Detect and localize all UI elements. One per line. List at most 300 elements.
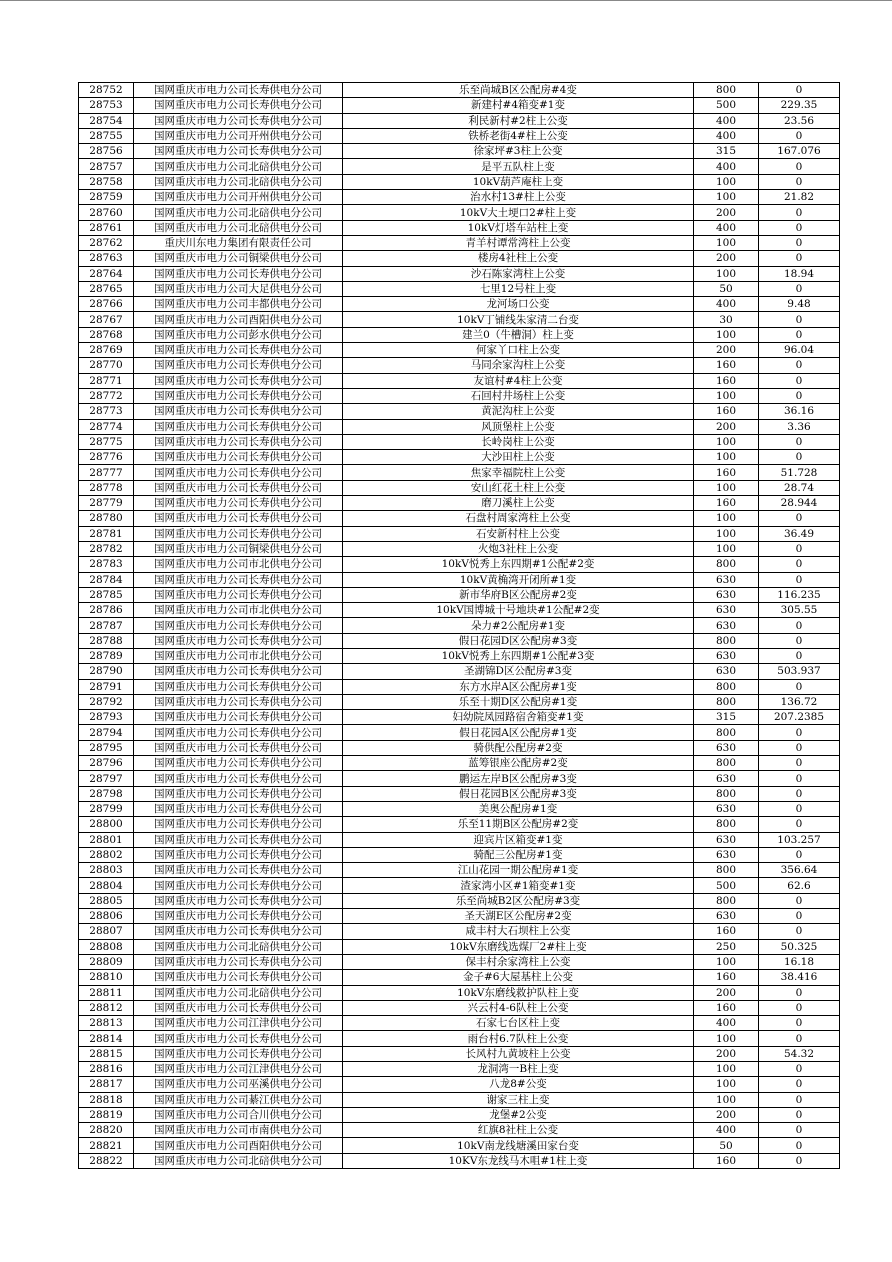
value-cell: 50.325 xyxy=(759,939,840,954)
row-id-cell: 28809 xyxy=(79,954,134,969)
capacity-cell: 200 xyxy=(694,419,759,434)
row-id-cell: 28756 xyxy=(79,144,134,159)
transformer-name-cell: 乐至尚城B2区公配房#3变 xyxy=(343,893,694,908)
value-cell: 36.16 xyxy=(759,404,840,419)
row-id-cell: 28800 xyxy=(79,817,134,832)
row-id-cell: 28762 xyxy=(79,235,134,250)
row-id-cell: 28780 xyxy=(79,511,134,526)
table-row xyxy=(79,863,840,878)
transformer-name-cell: 风顶堡柱上公变 xyxy=(343,419,694,434)
company-cell: 国网重庆市电力公司长寿供电分公司 xyxy=(134,343,343,358)
row-id-cell: 28810 xyxy=(79,970,134,985)
row-id-cell: 28754 xyxy=(79,113,134,128)
row-id-cell: 28821 xyxy=(79,1138,134,1153)
company-cell: 国网重庆市电力公司长寿供电分公司 xyxy=(134,144,343,159)
value-cell: 0 xyxy=(759,235,840,250)
transformer-name-cell: 治水村13#柱上公变 xyxy=(343,190,694,205)
row-id-cell: 28802 xyxy=(79,847,134,862)
row-id-cell: 28772 xyxy=(79,388,134,403)
company-cell: 国网重庆市电力公司长寿供电分公司 xyxy=(134,633,343,648)
company-cell: 国网重庆市电力公司长寿供电分公司 xyxy=(134,373,343,388)
value-cell: 0 xyxy=(759,541,840,556)
capacity-cell: 160 xyxy=(694,404,759,419)
row-id-cell: 28815 xyxy=(79,1046,134,1061)
row-id-cell: 28778 xyxy=(79,480,134,495)
capacity-cell: 630 xyxy=(694,771,759,786)
row-id-cell: 28822 xyxy=(79,1153,134,1168)
company-cell: 国网重庆市电力公司长寿供电分公司 xyxy=(134,863,343,878)
row-id-cell: 28818 xyxy=(79,1092,134,1107)
transformer-name-cell: 10kV国博城十号地块#1公配#2变 xyxy=(343,603,694,618)
value-cell: 3.36 xyxy=(759,419,840,434)
company-cell: 国网重庆市电力公司长寿供电分公司 xyxy=(134,893,343,908)
row-id-cell: 28784 xyxy=(79,572,134,587)
transformer-name-cell: 骑配三公配房#1变 xyxy=(343,847,694,862)
company-cell: 国网重庆市电力公司长寿供电分公司 xyxy=(134,771,343,786)
table-row xyxy=(79,587,840,602)
transformer-name-cell: 新建村#4箱变#1变 xyxy=(343,98,694,113)
row-id-cell: 28752 xyxy=(79,83,134,98)
capacity-cell: 100 xyxy=(694,480,759,495)
capacity-cell: 100 xyxy=(694,1062,759,1077)
company-cell: 国网重庆市电力公司开州供电分公司 xyxy=(134,190,343,205)
table-row xyxy=(79,220,840,235)
company-cell: 国网重庆市电力公司长寿供电分公司 xyxy=(134,83,343,98)
company-cell: 国网重庆市电力公司长寿供电分公司 xyxy=(134,1000,343,1015)
transformer-name-cell: 大沙田柱上公变 xyxy=(343,450,694,465)
table-row xyxy=(79,205,840,220)
capacity-cell: 630 xyxy=(694,909,759,924)
row-id-cell: 28816 xyxy=(79,1062,134,1077)
transformer-name-cell: 乐至十期D区公配房#1变 xyxy=(343,694,694,709)
capacity-cell: 160 xyxy=(694,358,759,373)
company-cell: 国网重庆市电力公司长寿供电分公司 xyxy=(134,970,343,985)
capacity-cell: 200 xyxy=(694,343,759,358)
table-row xyxy=(79,465,840,480)
row-id-cell: 28795 xyxy=(79,740,134,755)
company-cell: 国网重庆市电力公司长寿供电分公司 xyxy=(134,878,343,893)
transformer-name-cell: 利民新村#2柱上公变 xyxy=(343,113,694,128)
table-row xyxy=(79,1031,840,1046)
row-id-cell: 28768 xyxy=(79,327,134,342)
capacity-cell: 800 xyxy=(694,725,759,740)
transformer-name-cell: 假日花园D区公配房#3变 xyxy=(343,633,694,648)
table-row xyxy=(79,725,840,740)
row-id-cell: 28776 xyxy=(79,450,134,465)
table-row xyxy=(79,450,840,465)
transformer-name-cell: 青羊村谭常湾柱上公变 xyxy=(343,235,694,250)
value-cell: 0 xyxy=(759,281,840,296)
capacity-cell: 200 xyxy=(694,985,759,1000)
company-cell: 国网重庆市电力公司江津供电分公司 xyxy=(134,1062,343,1077)
value-cell: 0 xyxy=(759,801,840,816)
table-row xyxy=(79,526,840,541)
table-row xyxy=(79,251,840,266)
company-cell: 国网重庆市电力公司北碚供电分公司 xyxy=(134,159,343,174)
row-id-cell: 28785 xyxy=(79,587,134,602)
row-id-cell: 28769 xyxy=(79,343,134,358)
table-row xyxy=(79,1123,840,1138)
table-row xyxy=(79,985,840,1000)
transformer-name-cell: 圣湖锦D区公配房#3变 xyxy=(343,664,694,679)
table-row xyxy=(79,98,840,113)
capacity-cell: 200 xyxy=(694,251,759,266)
table-row xyxy=(79,312,840,327)
row-id-cell: 28771 xyxy=(79,373,134,388)
row-id-cell: 28777 xyxy=(79,465,134,480)
row-id-cell: 28806 xyxy=(79,909,134,924)
transformer-name-cell: 沙石陈家湾柱上公变 xyxy=(343,266,694,281)
transformer-name-cell: 10kV南龙线塘溪田家台变 xyxy=(343,1138,694,1153)
row-id-cell: 28767 xyxy=(79,312,134,327)
row-id-cell: 28796 xyxy=(79,756,134,771)
value-cell: 0 xyxy=(759,128,840,143)
row-id-cell: 28788 xyxy=(79,633,134,648)
table-row xyxy=(79,694,840,709)
company-cell: 国网重庆市电力公司长寿供电分公司 xyxy=(134,465,343,480)
capacity-cell: 400 xyxy=(694,128,759,143)
capacity-cell: 800 xyxy=(694,817,759,832)
row-id-cell: 28814 xyxy=(79,1031,134,1046)
company-cell: 国网重庆市电力公司长寿供电分公司 xyxy=(134,847,343,862)
value-cell: 0 xyxy=(759,557,840,572)
capacity-cell: 800 xyxy=(694,756,759,771)
value-cell: 229.35 xyxy=(759,98,840,113)
value-cell: 0 xyxy=(759,1016,840,1031)
capacity-cell: 200 xyxy=(694,1107,759,1122)
company-cell: 国网重庆市电力公司长寿供电分公司 xyxy=(134,801,343,816)
row-id-cell: 28759 xyxy=(79,190,134,205)
capacity-cell: 160 xyxy=(694,496,759,511)
capacity-cell: 630 xyxy=(694,648,759,663)
transformer-name-cell: 乐至11期B区公配房#2变 xyxy=(343,817,694,832)
capacity-cell: 160 xyxy=(694,1153,759,1168)
row-id-cell: 28789 xyxy=(79,648,134,663)
transformer-name-cell: 10kV悦秀上东四期#1公配#3变 xyxy=(343,648,694,663)
company-cell: 国网重庆市电力公司长寿供电分公司 xyxy=(134,450,343,465)
table-row xyxy=(79,327,840,342)
capacity-cell: 400 xyxy=(694,297,759,312)
company-cell: 国网重庆市电力公司长寿供电分公司 xyxy=(134,496,343,511)
table-row xyxy=(79,235,840,250)
company-cell: 国网重庆市电力公司长寿供电分公司 xyxy=(134,756,343,771)
table-row xyxy=(79,358,840,373)
value-cell: 0 xyxy=(759,1077,840,1092)
transformer-name-cell: 10kV葫芦庵柱上变 xyxy=(343,174,694,189)
table-row xyxy=(79,373,840,388)
capacity-cell: 100 xyxy=(694,235,759,250)
table-row xyxy=(79,603,840,618)
table-row xyxy=(79,113,840,128)
value-cell: 96.04 xyxy=(759,343,840,358)
table-row xyxy=(79,939,840,954)
company-cell: 国网重庆市电力公司铜梁供电分公司 xyxy=(134,251,343,266)
company-cell: 国网重庆市电力公司市北供电分公司 xyxy=(134,648,343,663)
company-cell: 国网重庆市电力公司长寿供电分公司 xyxy=(134,388,343,403)
value-cell: 0 xyxy=(759,1092,840,1107)
row-id-cell: 28760 xyxy=(79,205,134,220)
value-cell: 0 xyxy=(759,174,840,189)
transformer-name-cell: 铁桥老街4#柱上公变 xyxy=(343,128,694,143)
row-id-cell: 28782 xyxy=(79,541,134,556)
table-row xyxy=(79,893,840,908)
capacity-cell: 100 xyxy=(694,327,759,342)
capacity-cell: 160 xyxy=(694,465,759,480)
value-cell: 0 xyxy=(759,388,840,403)
capacity-cell: 800 xyxy=(694,679,759,694)
table-row xyxy=(79,909,840,924)
capacity-cell: 315 xyxy=(694,710,759,725)
table-row xyxy=(79,801,840,816)
row-id-cell: 28801 xyxy=(79,832,134,847)
row-id-cell: 28787 xyxy=(79,618,134,633)
value-cell: 54.32 xyxy=(759,1046,840,1061)
row-id-cell: 28765 xyxy=(79,281,134,296)
company-cell: 国网重庆市电力公司长寿供电分公司 xyxy=(134,694,343,709)
company-cell: 国网重庆市电力公司北碚供电分公司 xyxy=(134,1153,343,1168)
transformer-name-cell: 咸丰村大石坝柱上公变 xyxy=(343,924,694,939)
transformer-name-cell: 红旗8社柱上公变 xyxy=(343,1123,694,1138)
capacity-cell: 100 xyxy=(694,266,759,281)
capacity-cell: 800 xyxy=(694,863,759,878)
capacity-cell: 800 xyxy=(694,633,759,648)
row-id-cell: 28813 xyxy=(79,1016,134,1031)
transformer-name-cell: 雨台村6.7队柱上公变 xyxy=(343,1031,694,1046)
capacity-cell: 160 xyxy=(694,373,759,388)
company-cell: 国网重庆市电力公司铜梁供电分公司 xyxy=(134,541,343,556)
transformer-name-cell: 10kV灯塔车站柱上变 xyxy=(343,220,694,235)
table-row xyxy=(79,297,840,312)
transformer-name-cell: 圣天湖E区公配房#2变 xyxy=(343,909,694,924)
value-cell: 0 xyxy=(759,679,840,694)
transformer-name-cell: 徐家坪#3柱上公变 xyxy=(343,144,694,159)
value-cell: 51.728 xyxy=(759,465,840,480)
row-id-cell: 28798 xyxy=(79,786,134,801)
transformer-name-cell: 鹏运左岸B区公配房#3变 xyxy=(343,771,694,786)
table-row xyxy=(79,159,840,174)
value-cell: 0 xyxy=(759,648,840,663)
capacity-cell: 630 xyxy=(694,740,759,755)
value-cell: 0 xyxy=(759,893,840,908)
capacity-cell: 800 xyxy=(694,83,759,98)
row-id-cell: 28793 xyxy=(79,710,134,725)
table-row xyxy=(79,954,840,969)
transformer-name-cell: 妇幼院凤园路宿舍箱变#1变 xyxy=(343,710,694,725)
value-cell: 0 xyxy=(759,771,840,786)
transformer-name-cell: 安山红花土柱上公变 xyxy=(343,480,694,495)
row-id-cell: 28770 xyxy=(79,358,134,373)
transformer-name-cell: 10kV大土埂口2#柱上变 xyxy=(343,205,694,220)
value-cell: 0 xyxy=(759,251,840,266)
company-cell: 国网重庆市电力公司长寿供电分公司 xyxy=(134,786,343,801)
value-cell: 36.49 xyxy=(759,526,840,541)
capacity-cell: 250 xyxy=(694,939,759,954)
table-row xyxy=(79,756,840,771)
transformer-name-cell: 假日花园B区公配房#3变 xyxy=(343,786,694,801)
company-cell: 国网重庆市电力公司长寿供电分公司 xyxy=(134,526,343,541)
value-cell: 0 xyxy=(759,312,840,327)
row-id-cell: 28790 xyxy=(79,664,134,679)
transformer-name-cell: 石家七台区柱上变 xyxy=(343,1016,694,1031)
table-row xyxy=(79,1000,840,1015)
company-cell: 国网重庆市电力公司长寿供电分公司 xyxy=(134,710,343,725)
row-id-cell: 28803 xyxy=(79,863,134,878)
value-cell: 23.56 xyxy=(759,113,840,128)
transformer-name-cell: 10kV东磨线救护队柱上变 xyxy=(343,985,694,1000)
company-cell: 国网重庆市电力公司长寿供电分公司 xyxy=(134,587,343,602)
table-row xyxy=(79,1092,840,1107)
value-cell: 28.944 xyxy=(759,496,840,511)
transformer-name-cell: 金子#6大屋基柱上公变 xyxy=(343,970,694,985)
table-row xyxy=(79,664,840,679)
company-cell: 国网重庆市电力公司长寿供电分公司 xyxy=(134,618,343,633)
capacity-cell: 100 xyxy=(694,174,759,189)
table-row xyxy=(79,970,840,985)
row-id-cell: 28791 xyxy=(79,679,134,694)
table-row xyxy=(79,679,840,694)
row-id-cell: 28812 xyxy=(79,1000,134,1015)
transformer-name-cell: 长风村九黄坡柱上公变 xyxy=(343,1046,694,1061)
capacity-cell: 630 xyxy=(694,572,759,587)
table-row xyxy=(79,1077,840,1092)
company-cell: 国网重庆市电力公司长寿供电分公司 xyxy=(134,266,343,281)
value-cell: 0 xyxy=(759,725,840,740)
row-id-cell: 28764 xyxy=(79,266,134,281)
table-row xyxy=(79,1153,840,1168)
value-cell: 21.82 xyxy=(759,190,840,205)
table-row xyxy=(79,633,840,648)
row-id-cell: 28792 xyxy=(79,694,134,709)
value-cell: 0 xyxy=(759,450,840,465)
company-cell: 国网重庆市电力公司长寿供电分公司 xyxy=(134,664,343,679)
value-cell: 0 xyxy=(759,220,840,235)
value-cell: 0 xyxy=(759,358,840,373)
row-id-cell: 28763 xyxy=(79,251,134,266)
value-cell: 167.076 xyxy=(759,144,840,159)
transformer-name-cell: 七里12号柱上变 xyxy=(343,281,694,296)
value-cell: 62.6 xyxy=(759,878,840,893)
table-row xyxy=(79,1046,840,1061)
transformer-name-cell: 10KV东龙线马木咀#1柱上变 xyxy=(343,1153,694,1168)
company-cell: 国网重庆市电力公司长寿供电分公司 xyxy=(134,480,343,495)
row-id-cell: 28794 xyxy=(79,725,134,740)
capacity-cell: 800 xyxy=(694,557,759,572)
transformer-name-cell: 新市华府B区公配房#2变 xyxy=(343,587,694,602)
table-row xyxy=(79,404,840,419)
value-cell: 0 xyxy=(759,756,840,771)
company-cell: 国网重庆市电力公司酉阳供电分公司 xyxy=(134,312,343,327)
transformer-name-cell: 10kV丁铺线朱家清二台变 xyxy=(343,312,694,327)
value-cell: 9.48 xyxy=(759,297,840,312)
transformer-name-cell: 火炮3社柱上公变 xyxy=(343,541,694,556)
table-row xyxy=(79,1107,840,1122)
value-cell: 116.235 xyxy=(759,587,840,602)
capacity-cell: 400 xyxy=(694,159,759,174)
company-cell: 国网重庆市电力公司綦江供电分公司 xyxy=(134,1092,343,1107)
value-cell: 0 xyxy=(759,511,840,526)
table-row xyxy=(79,419,840,434)
capacity-cell: 100 xyxy=(694,450,759,465)
transformer-name-cell: 八龙8#公变 xyxy=(343,1077,694,1092)
value-cell: 0 xyxy=(759,909,840,924)
value-cell: 38.416 xyxy=(759,970,840,985)
transformer-name-cell: 是平五队柱上变 xyxy=(343,159,694,174)
value-cell: 0 xyxy=(759,373,840,388)
table-row xyxy=(79,174,840,189)
company-cell: 国网重庆市电力公司北碚供电分公司 xyxy=(134,985,343,1000)
company-cell: 国网重庆市电力公司合川供电分公司 xyxy=(134,1107,343,1122)
value-cell: 0 xyxy=(759,1123,840,1138)
table-row xyxy=(79,740,840,755)
company-cell: 国网重庆市电力公司长寿供电分公司 xyxy=(134,909,343,924)
row-id-cell: 28766 xyxy=(79,297,134,312)
capacity-cell: 200 xyxy=(694,1046,759,1061)
company-cell: 国网重庆市电力公司大足供电分公司 xyxy=(134,281,343,296)
value-cell: 0 xyxy=(759,985,840,1000)
row-id-cell: 28786 xyxy=(79,603,134,618)
row-id-cell: 28797 xyxy=(79,771,134,786)
value-cell: 0 xyxy=(759,205,840,220)
company-cell: 国网重庆市电力公司开州供电分公司 xyxy=(134,128,343,143)
value-cell: 0 xyxy=(759,159,840,174)
value-cell: 0 xyxy=(759,817,840,832)
capacity-cell: 100 xyxy=(694,511,759,526)
table-row xyxy=(79,847,840,862)
company-cell: 国网重庆市电力公司长寿供电分公司 xyxy=(134,740,343,755)
company-cell: 国网重庆市电力公司长寿供电分公司 xyxy=(134,358,343,373)
capacity-cell: 100 xyxy=(694,434,759,449)
capacity-cell: 630 xyxy=(694,664,759,679)
value-cell: 207.2385 xyxy=(759,710,840,725)
value-cell: 0 xyxy=(759,1153,840,1168)
transformer-name-cell: 长岭岗柱上公变 xyxy=(343,434,694,449)
transformer-name-cell: 磨刀溪柱上公变 xyxy=(343,496,694,511)
table-row xyxy=(79,83,840,98)
value-cell: 0 xyxy=(759,327,840,342)
row-id-cell: 28753 xyxy=(79,98,134,113)
capacity-cell: 100 xyxy=(694,954,759,969)
transformer-name-cell: 骑供配公配房#2变 xyxy=(343,740,694,755)
company-cell: 国网重庆市电力公司巫溪供电分公司 xyxy=(134,1077,343,1092)
table-row xyxy=(79,1062,840,1077)
transformer-name-cell: 友谊村#4柱上公变 xyxy=(343,373,694,388)
capacity-cell: 400 xyxy=(694,1016,759,1031)
transformer-name-cell: 何家丫口柱上公变 xyxy=(343,343,694,358)
capacity-cell: 30 xyxy=(694,312,759,327)
table-row xyxy=(79,496,840,511)
table-row xyxy=(79,128,840,143)
table-row xyxy=(79,541,840,556)
capacity-cell: 100 xyxy=(694,1092,759,1107)
row-id-cell: 28773 xyxy=(79,404,134,419)
table-row xyxy=(79,924,840,939)
value-cell: 0 xyxy=(759,1062,840,1077)
company-cell: 国网重庆市电力公司长寿供电分公司 xyxy=(134,113,343,128)
value-cell: 0 xyxy=(759,847,840,862)
value-cell: 0 xyxy=(759,572,840,587)
row-id-cell: 28783 xyxy=(79,557,134,572)
row-id-cell: 28799 xyxy=(79,801,134,816)
row-id-cell: 28761 xyxy=(79,220,134,235)
capacity-cell: 160 xyxy=(694,970,759,985)
row-id-cell: 28805 xyxy=(79,893,134,908)
value-cell: 28.74 xyxy=(759,480,840,495)
transformer-name-cell: 渣家湾小区#1箱变#1变 xyxy=(343,878,694,893)
row-id-cell: 28757 xyxy=(79,159,134,174)
capacity-cell: 630 xyxy=(694,801,759,816)
transformer-name-cell: 焦家幸福院柱上公变 xyxy=(343,465,694,480)
transformer-name-cell: 10kV东磨线选煤厂2#柱上变 xyxy=(343,939,694,954)
